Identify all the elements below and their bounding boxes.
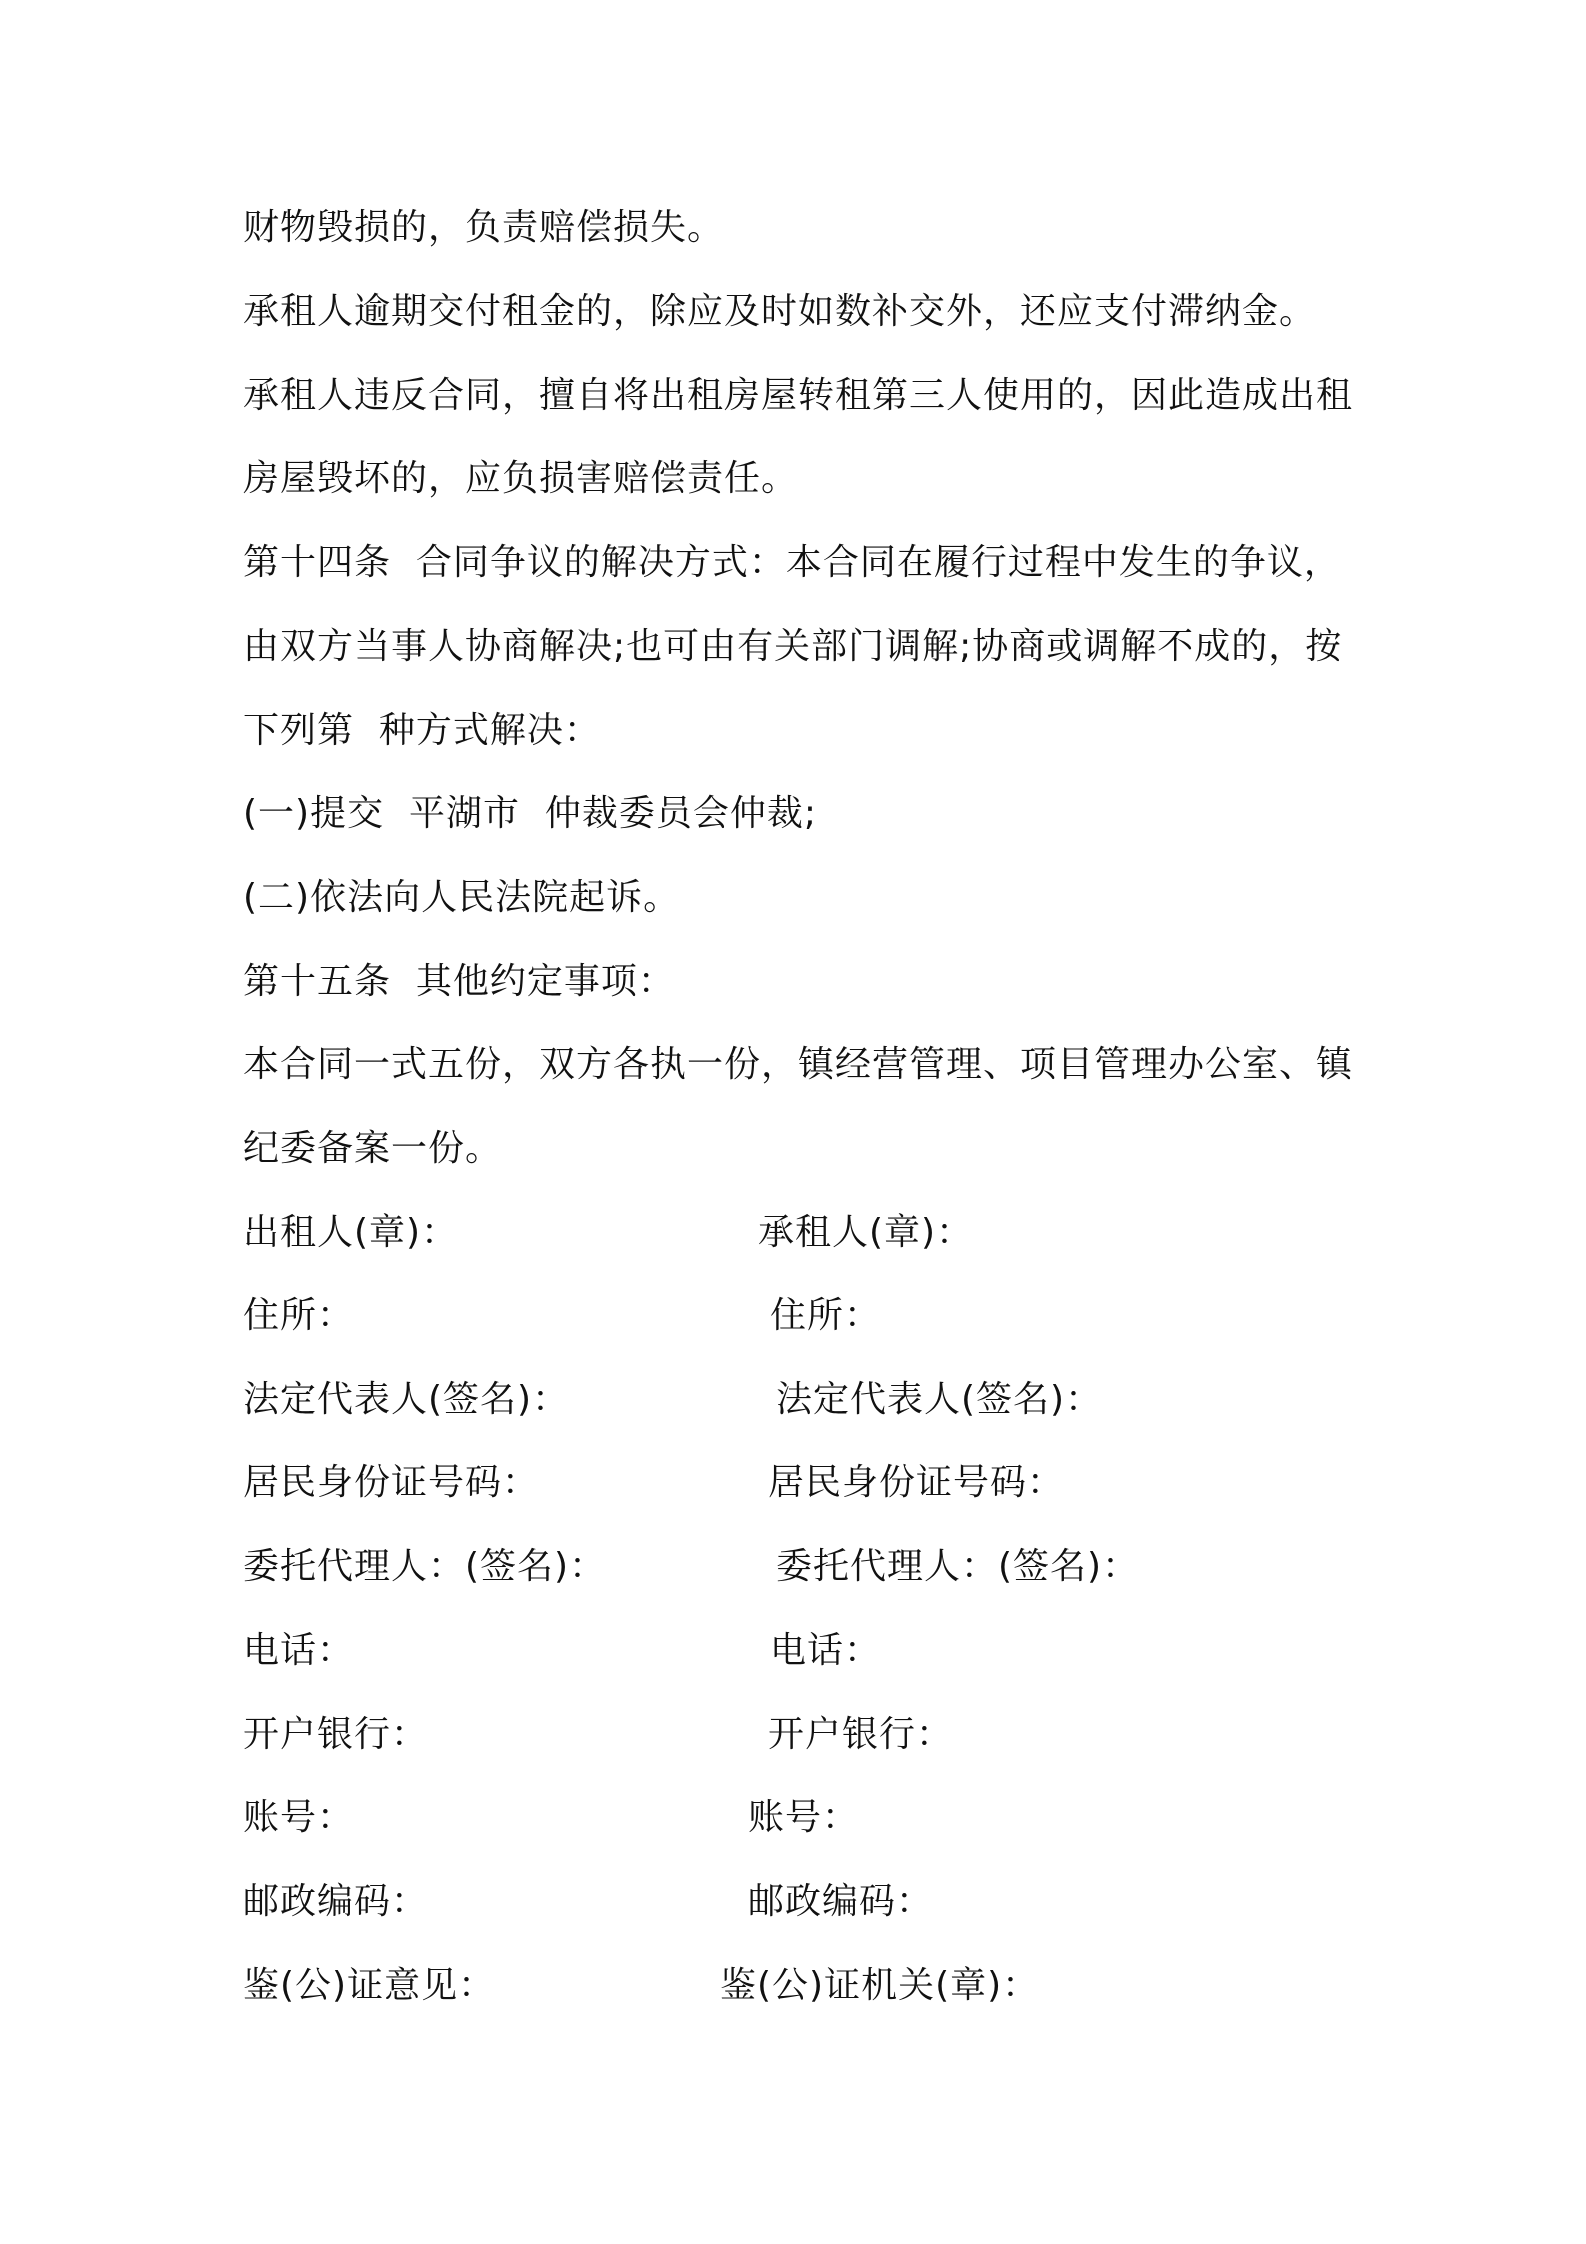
notarization-opinion-label: 鉴(公)证意见： xyxy=(243,1965,496,2006)
lessor-account-label: 账号： xyxy=(243,1797,355,1838)
lessee-address-label: 住所： xyxy=(770,1295,882,1336)
lessor-agent-label: 委托代理人：(签名)： xyxy=(243,1546,607,1587)
lessee-legal-rep-label: 法定代表人(签名)： xyxy=(776,1379,1103,1420)
paragraph-line-6: 由双方当事人协商解决;也可由有关部门调解;协商或调解不成的，按 xyxy=(243,626,1343,667)
option-two: (二)依法向人民法院起诉。 xyxy=(243,877,681,918)
paragraph-line-1: 财物毁损的，负责赔偿损失。 xyxy=(243,207,725,248)
lessee-bank-label: 开户银行： xyxy=(768,1714,954,1755)
lessor-legal-rep-label: 法定代表人(签名)： xyxy=(243,1379,570,1420)
lessor-phone-label: 电话： xyxy=(243,1630,355,1671)
paragraph-line-11: 本合同一式五份，双方各执一份，镇经营管理、项目管理办公室、镇 xyxy=(243,1044,1354,1085)
article-15-heading: 第十五条 其他约定事项： xyxy=(243,961,675,1002)
lessor-bank-label: 开户银行： xyxy=(243,1714,429,1755)
paragraph-line-12: 纪委备案一份。 xyxy=(243,1128,503,1169)
lessor-id-number-label: 居民身份证号码： xyxy=(243,1462,540,1503)
lessee-phone-label: 电话： xyxy=(770,1630,882,1671)
lessor-address-label: 住所： xyxy=(243,1295,355,1336)
lessor-postcode-label: 邮政编码： xyxy=(243,1881,429,1922)
lessee-agent-label: 委托代理人：(签名)： xyxy=(776,1546,1140,1587)
lessee-id-number-label: 居民身份证号码： xyxy=(768,1462,1065,1503)
option-one: (一)提交 平湖市 仲裁委员会仲裁; xyxy=(243,793,817,834)
notary-office-seal-label: 鉴(公)证机关(章)： xyxy=(720,1965,1040,2006)
lessee-postcode-label: 邮政编码： xyxy=(748,1881,934,1922)
paragraph-line-2: 承租人逾期交付租金的，除应及时如数补交外，还应支付滞纳金。 xyxy=(243,291,1317,332)
lessee-account-label: 账号： xyxy=(748,1797,860,1838)
paragraph-line-3: 承租人违反合同，擅自将出租房屋转租第三人使用的，因此造成出租 xyxy=(243,375,1354,416)
lessee-seal-label: 承租人(章)： xyxy=(758,1212,974,1253)
paragraph-line-7: 下列第 种方式解决： xyxy=(243,710,601,751)
article-14-heading: 第十四条 合同争议的解决方式：本合同在履行过程中发生的争议， xyxy=(243,542,1341,583)
lessor-seal-label: 出租人(章)： xyxy=(243,1212,459,1253)
paragraph-line-4: 房屋毁坏的，应负损害赔偿责任。 xyxy=(243,458,799,499)
